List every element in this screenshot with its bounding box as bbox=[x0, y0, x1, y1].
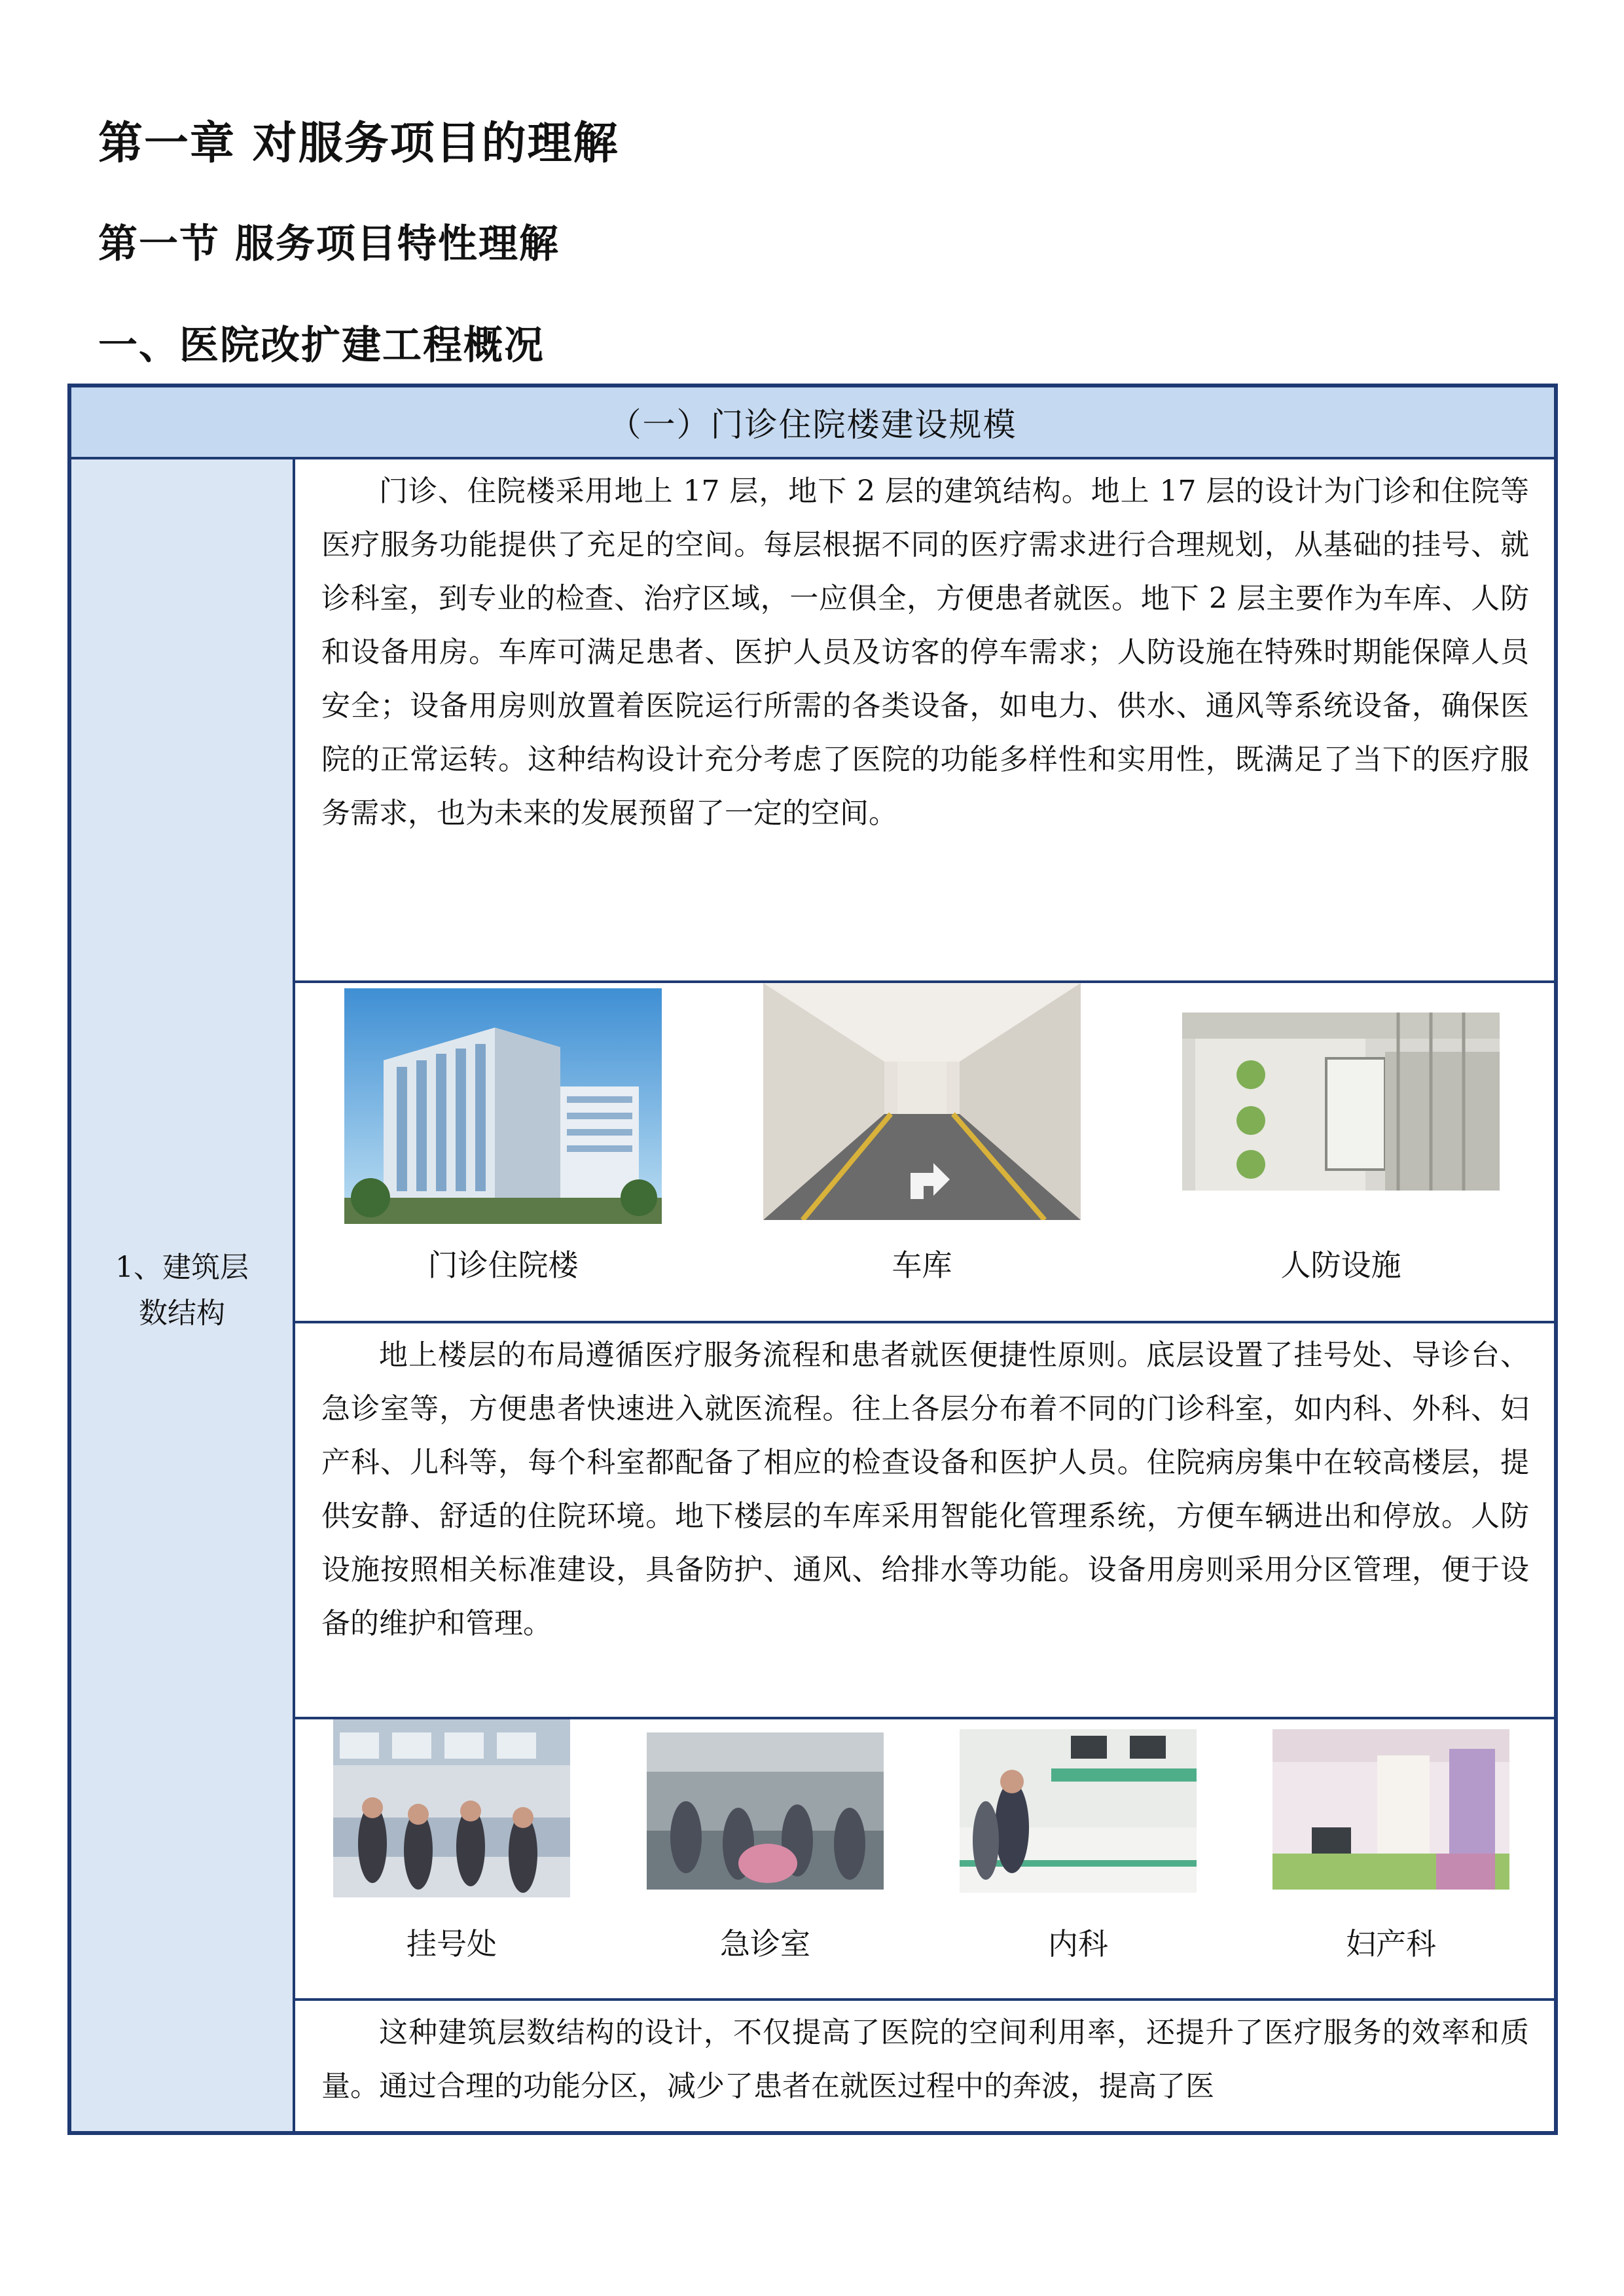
emergency-photo bbox=[647, 1732, 884, 1890]
photo-caption-obstetrics: 妇产科 bbox=[1346, 1926, 1436, 1962]
section-heading: 第一节 服务项目特性理解 bbox=[98, 221, 560, 267]
side-label-line2: 数结构 bbox=[139, 1297, 225, 1330]
paragraph-row-1 bbox=[295, 459, 1554, 983]
subsection-heading: 一、医院改扩建工程概况 bbox=[98, 323, 545, 368]
photo-caption-registration: 挂号处 bbox=[406, 1926, 497, 1962]
paragraph-row-3 bbox=[295, 2001, 1554, 2131]
paragraph-1: 门诊、住院楼采用地上 17 层，地下 2 层的建筑结构。地上 17 层的设计为门诊和住院等医疗服务功能提供了充足的空间。每层根据不同的医疗需求进行合理规划，从基础的挂号、就诊科室，到专业的检查、治疗区域，一应俱全，方便患者就医。地下 2 层主要作为车库、人防和设备用房。车库可满足患者、医护人员及访客的停车需求；人防设施在特殊时期能保障人员安全；设备用房则放置着医院运行所需的各类设备，如电力、供水、通风等系统设备，确保医院的正常运转。这种结构设计充分考虑了医院的功能多样性和实用性，既满足了当下的医疗服务需求，也为未来的发展预留了一定的空间。 bbox=[321, 475, 1529, 830]
paragraph-3: 这种建筑层数结构的设计，不仅提高了医院的空间利用率，还提升了医疗服务的效率和质量。通过合理的功能分区，减少了患者在就医过程中的奔波，提高了医 bbox=[321, 2016, 1529, 2103]
obstetrics-photo bbox=[1272, 1729, 1509, 1890]
side-label-line1: 1、建筑层 bbox=[115, 1251, 249, 1284]
internal-medicine-photo bbox=[960, 1729, 1197, 1893]
photo-row-2 bbox=[295, 1719, 1554, 2001]
garage-photo bbox=[763, 983, 1081, 1220]
photo-row-1 bbox=[295, 983, 1554, 1323]
chapter-heading: 第一章 对服务项目的理解 bbox=[98, 118, 619, 170]
overview-table bbox=[67, 384, 1558, 2135]
side-label-cell bbox=[71, 459, 295, 2131]
registration-photo bbox=[333, 1719, 570, 1897]
photo-caption-building: 门诊住院楼 bbox=[427, 1247, 579, 1283]
paragraph-2: 地上楼层的布局遵循医疗服务流程和患者就医便捷性原则。底层设置了挂号处、导诊台、急诊室等，方便患者快速进入就医流程。往上各层分布着不同的门诊科室，如内科、外科、妇产科、儿科等，每个科室都配备了相应的检查设备和医护人员。住院病房集中在较高楼层，提供安静、舒适的住院环境。地下楼层的车库采用智能化管理系统，方便车辆进出和停放。人防设施按照相关标准建设，具备防护、通风、给排水等功能。设备用房则采用分区管理，便于设备的维护和管理。 bbox=[321, 1338, 1529, 1640]
table-banner: （一）门诊住院楼建设规模 bbox=[71, 387, 1554, 459]
photo-caption-garage: 车库 bbox=[892, 1247, 952, 1283]
photo-caption-internal-medicine: 内科 bbox=[1048, 1926, 1108, 1962]
civil-defense-photo bbox=[1182, 1013, 1500, 1191]
side-label bbox=[71, 1245, 293, 1336]
building-photo bbox=[344, 988, 662, 1224]
photo-caption-civil-defense: 人防设施 bbox=[1280, 1247, 1401, 1283]
photo-caption-emergency: 急诊室 bbox=[720, 1926, 810, 1962]
paragraph-row-2 bbox=[295, 1323, 1554, 1719]
